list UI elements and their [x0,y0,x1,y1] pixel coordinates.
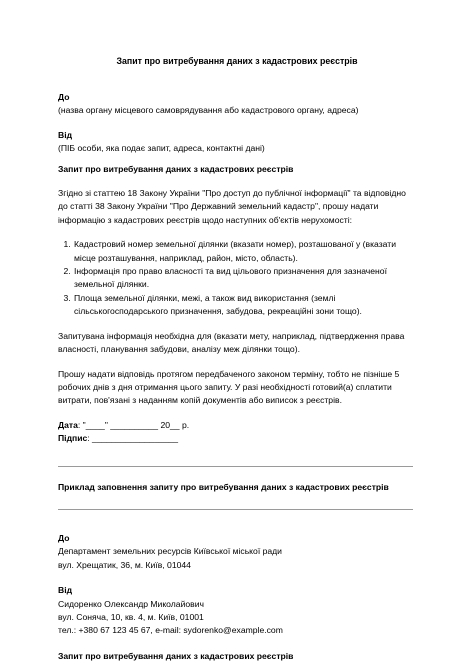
signature-label: Підпис [58,433,88,444]
signature-value: : __________________ [87,433,179,444]
document-body [58,91,418,663]
list-item-line: земельної ділянки. [74,279,150,290]
example-to-line: вул. Хрещатик, 36, м. Київ, 01044 [58,559,191,570]
divider [58,466,413,467]
request-heading: Запит про витребування даних з кадастрових реєстрів [58,163,294,174]
example-to-line: Департамент земельних ресурсів Київської міської ради [58,546,282,557]
list-item-line: сільськогосподарського призначення, забудова, рекреаційні зони тощо). [74,306,362,317]
example-from-label: Від [58,585,73,596]
intro-line: Згідно зі статтею 18 Закону України "Про доступ до публічної інформації" та відповідно [58,188,406,199]
example-from-section [58,584,418,638]
from-text: (ПІБ особи, яка подає запит, адреса, контактні дані) [58,143,265,154]
purpose-paragraph [58,330,418,357]
from-section [58,129,418,156]
list-item-line: Площа земельної ділянки, межі, а також вид використання (землі [74,292,336,303]
example-request-heading: Запит про витребування даних з кадастрових реєстрів [58,650,294,661]
document-title: Запит про витребування даних з кадастрових реєстрів [116,56,358,66]
to-text: (назва органу місцевого самоврядування або кадастрового органу, адреса) [58,105,359,116]
deadline-line: Прошу надати відповідь протягом передбаченого законом терміну, тобто не пізніше 5 [58,368,400,379]
intro-line: інформацію з кадастрових реєстрів щодо наступних об'єктів нерухомості: [58,214,353,225]
purpose-line: Запитувана інформація необхідна для (вказати мету, наприклад, підтвердження права [58,330,405,341]
signature-block [58,419,418,446]
example-to-label: До [58,532,70,543]
purpose-line: власності, планування забудови, аналізу меж ділянки тощо). [58,344,300,355]
list-item-line: Інформація про право власності та вид цільового призначення для зазначеної [74,266,387,277]
to-section [58,91,418,118]
list-item [73,265,418,292]
list-item-line: місце розташування, наприклад, район, місто, область). [74,252,298,263]
example-to-section [58,532,418,572]
example-from-line: Сидоренко Олександр Миколайович [58,598,204,609]
list-item-line: Кадастровий номер земельної ділянки (вказати номер), розташованої у (вказати [74,239,397,250]
from-label: Від [58,129,73,140]
example-from-line: вул. Соняча, 10, кв. 4, м. Київ, 01001 [58,611,204,622]
date-line [58,419,418,432]
signature-line [58,432,418,445]
example-heading: Приклад заповнення запиту про витребування даних з кадастрових реєстрів [58,481,389,492]
request-items-list [58,238,418,318]
list-item [73,238,418,265]
deadline-line: витрати, пов'язані з наданням копій документів або виписок з реєстрів. [58,395,342,406]
intro-paragraph [58,187,418,227]
list-item [73,292,418,319]
deadline-line: робочих днів з дня отримання цього запиту. У разі необхідності готовий(а) сплатити [58,381,392,392]
date-value: : "____" __________ 20__ р. [77,419,190,430]
date-label: Дата [58,419,78,430]
divider [58,509,413,510]
deadline-paragraph [58,368,418,408]
example-from-line: тел.: +380 67 123 45 67, e-mail: sydorenko@example.com [58,625,283,636]
intro-line: до статті 38 Закону України "Про Державний земельний кадастр", прошу надати [58,201,379,212]
to-label: До [58,92,70,102]
